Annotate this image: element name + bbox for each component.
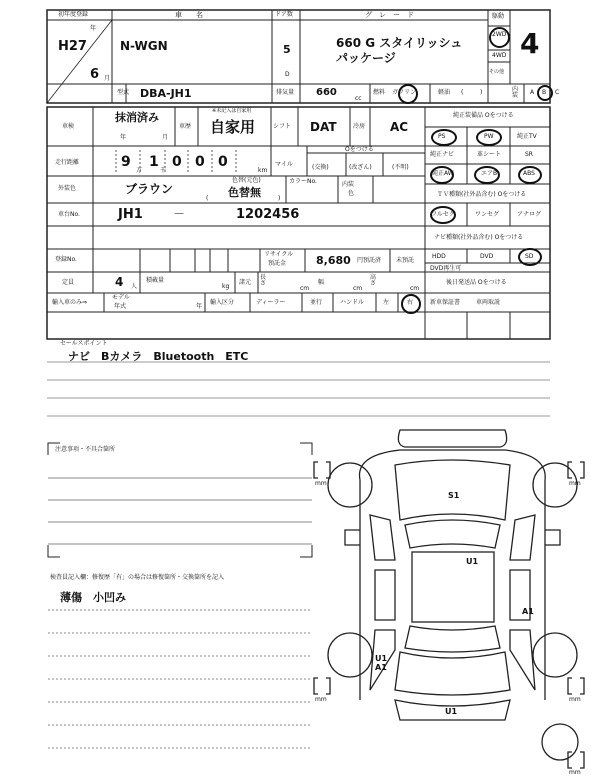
registration-label: 登録No. [55,256,77,263]
doors-value: 5 [283,43,291,56]
drive-label: 駆動 [492,13,505,20]
sales-point-text: ナビ Bカメラ Bluetooth ETC [68,350,249,363]
mileage-man: 万 [136,167,143,174]
fuel-diesel: 軽油 [438,89,451,96]
capacity-value: 4 [115,275,124,289]
tv-type-title: ＴＶ種類(社外品含む) Oをつける [437,191,527,198]
shift-value: DAT [310,120,337,134]
damage-mark-u1-roof: U1 [466,557,479,566]
grade-label: グ レ ー ド [365,11,414,19]
option-pw: PW [484,133,494,140]
option-ps: PS [438,133,446,140]
color-label: 外装色 [58,185,77,192]
model-year-label2: 年式 [114,303,127,310]
color-change-label: 色替(元色) [232,177,261,184]
color-value: ブラウン [125,182,174,196]
mileage-digit-5: 0 [218,154,228,170]
mileage-exchanged: (交換) [312,164,329,171]
navi-sd-circle [518,248,542,266]
inspection-year: 年 [120,134,127,141]
option-abs: ABS [523,170,535,177]
genuine-options-title: 純正装備品 Oをつける [453,112,514,119]
height-label: 高さ [370,274,377,287]
drive-4wd: 4WD [492,52,507,59]
displacement-value: 660 [316,87,337,98]
drive-other: その他 [489,69,505,75]
fuel-label: 燃料 [373,89,386,96]
interior-label: 内装 [512,86,519,99]
sales-point-label: セールスポイント [60,340,108,347]
chassis-number: 1202456 [236,207,300,222]
navi-hdd: HDD [432,253,446,260]
mileage-sen: 千 [160,167,167,174]
handle-right: 右 [407,299,414,306]
mileage-mile: マイル [275,161,293,168]
chassis-prefix: JH1 [118,207,143,222]
later-items-title: 後日発送品 Oをつける [446,279,507,286]
history-value: 自家用 [210,118,256,136]
navi-dvd: DVD [480,253,494,260]
interior-color-label2: 色 [348,190,355,197]
inspector-label: 検査員記入欄：修復歴「有」の場合は修復箇所・交換箇所を記入 [50,574,225,581]
history-note: ※未記入は自家用 [212,108,252,114]
length-cm: cm [300,285,310,292]
load-label: 積載量 [146,277,165,284]
color-no-label: カラーNo. [289,178,317,185]
option-abs-circle [518,166,542,184]
mileage-km: km [258,167,268,174]
interior-color-label1: 内装 [342,181,355,188]
navi-type-title: ナビ種類(社外品含む) Oをつける [434,234,524,241]
recycle-label1: リサイクル [264,251,294,258]
fuel-gas: ガソリン [392,89,417,96]
first-reg-era: H27 [58,39,87,54]
drive-2wd-circle [489,27,510,48]
interior-a: A [530,89,535,96]
recycle-label2: 預託金 [268,260,287,267]
option-aw-circle [430,166,454,184]
car-name-label: 車 名 [175,11,203,19]
option-airbag: エアB [481,170,498,177]
interior-b-circle [537,85,553,101]
ac-label: 冷房 [353,123,366,130]
recycle-value: 8,680 [316,254,351,267]
option-ps-circle [431,129,457,146]
mm-label-top-left: mm [315,480,327,487]
inspector-text: 薄傷 小凹み [60,591,126,604]
fuel-gas-circle [398,84,418,104]
mileage-digit-1: 9 [121,154,131,170]
interior-b: B [542,89,547,96]
later-warranty: 新車保証書 [430,299,461,306]
mm-label-top-right: mm [569,480,581,487]
model-value: DBA-JH1 [140,87,192,100]
ac-value: AC [390,120,409,134]
model-year-label1: モデル [112,294,130,301]
mm-label-bottom-left: mm [315,696,327,703]
model-label: 型式 [117,89,130,96]
option-genuine-tv: 純正TV [517,133,537,140]
option-sr: SR [525,151,533,158]
capacity-label: 定員 [62,279,75,286]
mileage-unknown: (不明) [392,164,409,171]
tv-analog: アナログ [517,211,542,218]
first-reg-month-mark: 月 [104,75,111,82]
car-name: N-WGN [120,39,168,53]
shift-label: シフト [273,123,292,130]
grade-line2: パッケージ [336,51,396,65]
mileage-digit-4: 0 [195,154,205,170]
mileage-digit-3: 0 [172,154,182,170]
history-label: 車歴 [179,123,192,130]
handle-label: ハンドル [340,299,365,306]
navi-sd: SD [525,253,534,260]
load-unit: kg [222,283,230,290]
mileage-circle-note: Oをつける [345,146,374,153]
option-pw-circle [476,129,502,146]
height-cm: cm [410,285,420,292]
color-paren-open: ( [206,195,209,202]
mm-label-spare: mm [569,769,581,776]
recycle-unit: 円預託済 [357,257,382,264]
displacement-label: 排気量 [276,89,295,96]
tv-fullseg: フルセグ [431,211,455,218]
first-reg-month: 6 [90,67,100,82]
color-paren-close: ) [278,195,281,202]
later-manual: 車両取説 [476,299,501,306]
chassis-label: 車台No. [58,211,80,218]
capacity-unit: 人 [131,283,138,290]
color-change-value: 色替無 [228,186,261,199]
damage-mark-u1-left: U1 [375,654,388,663]
car-damage-diagram [314,430,584,768]
import-parallel: 並行 [310,299,323,306]
option-airbag-circle [474,166,500,184]
fuel-paren-close: ) [480,89,483,96]
width-label: 幅 [318,279,325,286]
mileage-altered: (改ざん) [349,164,372,171]
import-label: 輸入車のみ⇒ [52,299,88,306]
grade-line1: 660 G スタイリッシュ [336,36,463,50]
defects-label: 注意事項・不具合箇所 [55,446,116,453]
option-genuine-navi: 純正ナビ [430,151,455,158]
handle-right-circle [401,294,421,314]
first-reg-label: 初年度登録 [58,11,89,18]
inspection-month: 月 [162,134,169,141]
model-year-mark: 年 [196,303,203,310]
option-genuine-aw: 純正AW [432,170,454,177]
inspection-value: 抹消済み [115,111,159,124]
damage-mark-a1-left: A1 [375,663,387,672]
dvd-play: DVD再生可 [430,265,462,272]
tv-oneseg: ワンセグ [475,211,500,218]
doors-sub: D [285,71,290,78]
fuel-paren: ( [461,89,464,96]
inspection-label: 車検 [62,123,75,130]
damage-mark-s1: S1 [448,491,460,500]
option-leather: 革シート [477,151,502,158]
damage-mark-u1-rear: U1 [445,707,458,716]
first-reg-year-mark: 年 [90,25,97,32]
mileage-digit-2: 1 [149,154,159,170]
damage-mark-a1-right: A1 [522,607,534,616]
tv-fullseg-circle [430,206,456,224]
interior-c: C [555,89,560,96]
dims-label: 諸元 [239,279,252,286]
import-dealer: ディーラー [256,299,286,306]
drive-2wd: 2WD [492,31,507,38]
chassis-dash: － [173,207,186,221]
mileage-label: 走行距離 [55,159,80,166]
length-label: 長さ [260,274,267,287]
width-cm: cm [353,285,363,292]
handle-left: 左 [383,299,390,306]
displacement-unit: cc [355,95,362,102]
import-type-label: 輸入区分 [210,299,235,306]
recycle-not-deposited: 未預託 [396,257,415,264]
doors-label: ドア数 [275,11,293,18]
evaluation-score: 4 [520,27,540,60]
mm-label-bottom-right: mm [569,696,581,703]
